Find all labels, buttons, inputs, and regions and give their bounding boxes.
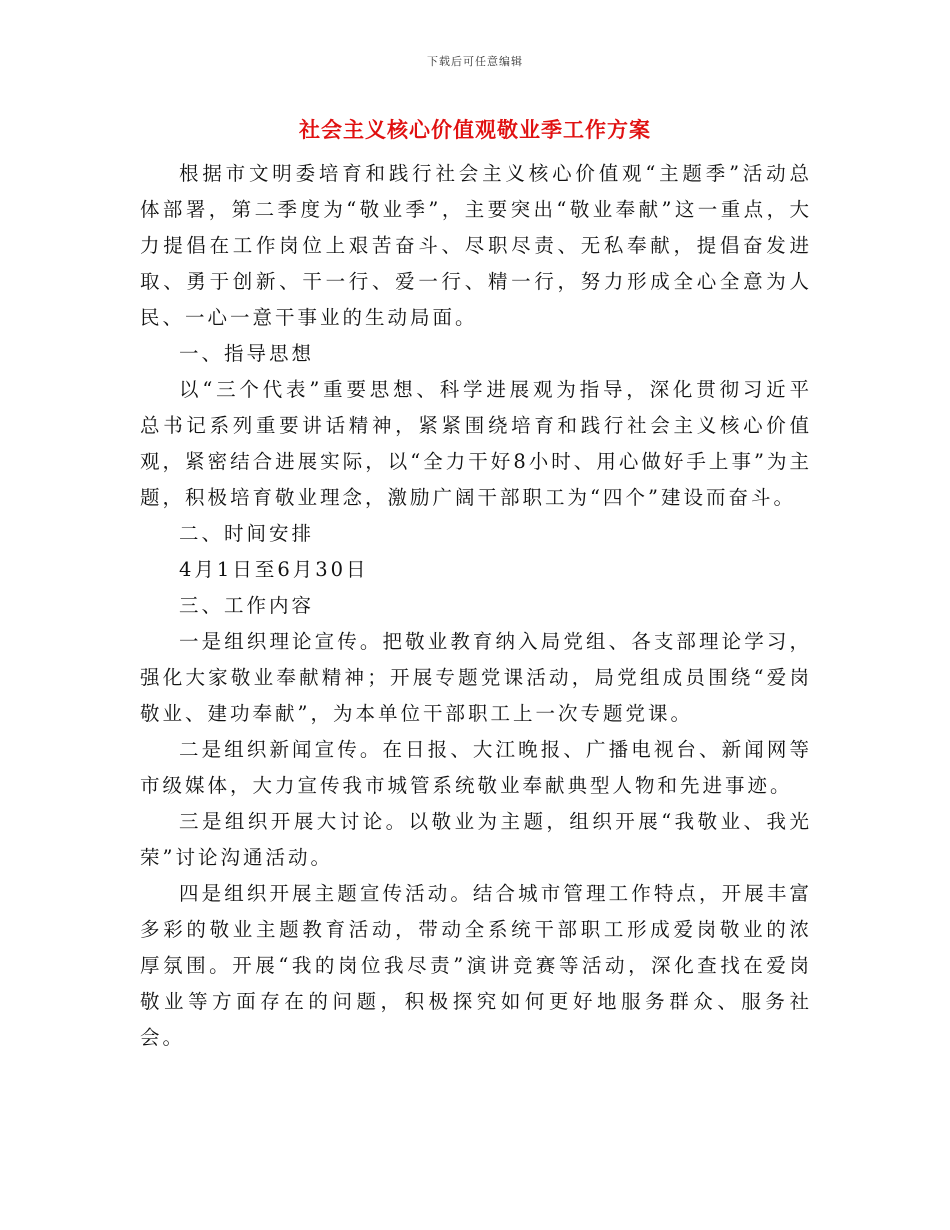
section-heading-guiding-thought: 一、指导思想 bbox=[179, 342, 315, 365]
section-heading-work-content: 三、工作内容 bbox=[179, 594, 315, 617]
work-item-theme-activities: 四是组织开展主题宣传活动。结合城市管理工作特点，开展丰富多彩的敬业主题教育活动，带动全系统干部职工形成爱岗敬业的浓厚氛围。开展“我的岗位我尽责”演讲竞赛等活动，深化查找在爱岗敬业等方面存在的问题，积极探究如何更好地服务群众、服务社会。 bbox=[140, 882, 812, 1049]
schedule-paragraph: 4月1日至6月30日 bbox=[179, 558, 369, 581]
section-heading-schedule: 二、时间安排 bbox=[179, 522, 315, 545]
document-body bbox=[140, 156, 812, 1056]
work-item-theory-publicity: 一是组织理论宣传。把敬业教育纳入局党组、各支部理论学习，强化大家敬业奉献精神；开展专题党课活动，局党组成员围绕“爱岗敬业、建功奉献”，为本单位干部职工上一次专题党课。 bbox=[140, 630, 812, 725]
guiding-thought-paragraph: 以“三个代表”重要思想、科学进展观为指导，深化贯彻习近平总书记系列重要讲话精神，紧紧围绕培育和践行社会主义核心价值观，紧密结合进展实际，以“全力干好8小时、用心做好手上事”为主题，积极培育敬业理念，激励广阔干部职工为“四个”建设而奋斗。 bbox=[140, 378, 812, 509]
document-title: 社会主义核心价值观敬业季工作方案 bbox=[299, 117, 651, 142]
header-note: 下载后可任意编辑 bbox=[427, 55, 523, 68]
work-item-discussion: 三是组织开展大讨论。以敬业为主题，组织开展“我敬业、我光荣”讨论沟通活动。 bbox=[140, 810, 812, 869]
intro-paragraph: 根据市文明委培育和践行社会主义核心价值观“主题季”活动总体部署，第二季度为“敬业季”，主要突出“敬业奉献”这一重点，大力提倡在工作岗位上艰苦奋斗、尽职尽责、无私奉献，提倡奋发进取、勇于创新、干一行、爱一行、精一行，努力形成全心全意为人民、一心一意干事业的生动局面。 bbox=[140, 162, 812, 329]
work-item-news-publicity: 二是组织新闻宣传。在日报、大江晚报、广播电视台、新闻网等市级媒体，大力宣传我市城管系统敬业奉献典型人物和先进事迹。 bbox=[140, 738, 812, 797]
